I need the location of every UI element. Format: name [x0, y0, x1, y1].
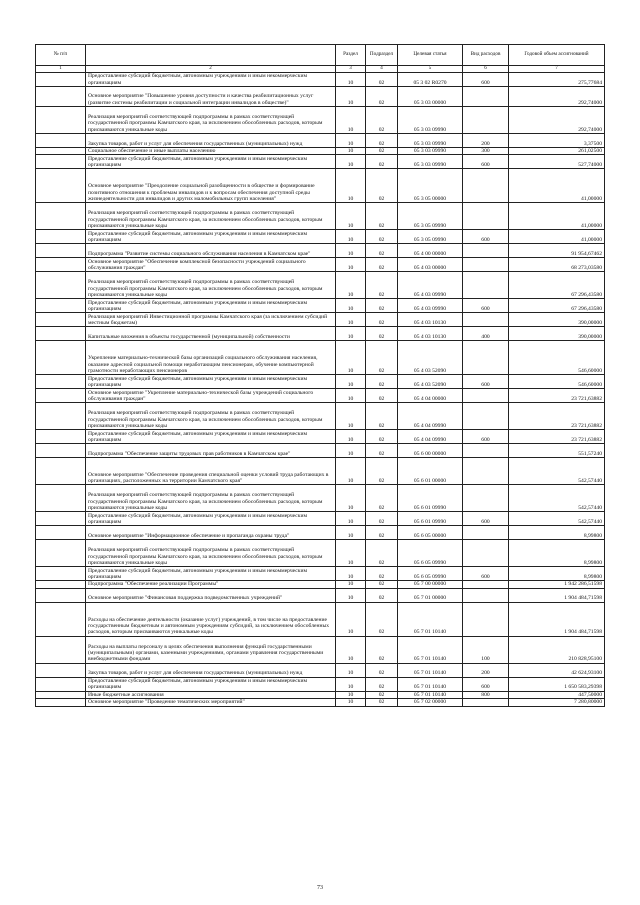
row-podrazdel: 02 — [366, 389, 398, 403]
row-number — [36, 540, 86, 567]
table-row — [36, 581, 605, 588]
row-amount: 7 280,80000 — [509, 699, 605, 706]
table-row — [36, 663, 605, 677]
row-vid — [463, 87, 509, 107]
row-statya: 05 7 01 10140 — [398, 663, 463, 677]
table-row — [36, 272, 605, 299]
row-razdel: 10 — [336, 602, 366, 636]
row-podrazdel: 02 — [366, 375, 398, 389]
row-number — [36, 244, 86, 258]
row-vid — [463, 602, 509, 636]
row-number — [36, 430, 86, 444]
row-amount: 23 721,63882 — [509, 389, 605, 403]
page-number: 73 — [317, 885, 323, 891]
row-number — [36, 458, 86, 485]
row-number — [36, 87, 86, 107]
header-statya: Целевая статья — [398, 45, 463, 66]
row-vid: 600 — [463, 512, 509, 526]
row-name: Реализация мероприятий Инвестиционной программы Камчатского края (за исключением субсидий местным бюджетам) — [86, 313, 336, 327]
row-name: Основное мероприятие "Повышение уровня доступности и качества реабилитационных услуг (развитие системы реабилитации и социальной интеграции инвалидов в обществе)" — [86, 87, 336, 107]
column-number: 3 — [336, 66, 366, 73]
row-razdel: 10 — [336, 389, 366, 403]
row-podrazdel: 02 — [366, 87, 398, 107]
row-statya: 05 7 02 00000 — [398, 699, 463, 706]
row-vid — [463, 581, 509, 588]
row-amount: 67 296,43580 — [509, 272, 605, 299]
row-vid: 600 — [463, 73, 509, 87]
row-razdel: 10 — [336, 430, 366, 444]
row-vid: 600 — [463, 677, 509, 691]
row-vid — [463, 403, 509, 430]
table-row — [36, 636, 605, 663]
row-razdel: 10 — [336, 244, 366, 258]
row-statya: 05 7 01 10140 — [398, 602, 463, 636]
row-razdel: 10 — [336, 567, 366, 581]
row-name: Предоставление субсидий бюджетным, автономным учреждениям и иным некоммерческим организациям — [86, 230, 336, 244]
row-statya: 05 3 03 09990 — [398, 148, 463, 155]
row-amount: 41,00000 — [509, 203, 605, 230]
row-podrazdel: 02 — [366, 134, 398, 148]
row-razdel: 10 — [336, 588, 366, 602]
table-row — [36, 430, 605, 444]
table-row — [36, 567, 605, 581]
row-number — [36, 677, 86, 691]
row-name: Предоставление субсидий бюджетным, автономным учреждениям и иным некоммерческим организациям — [86, 567, 336, 581]
row-razdel: 10 — [336, 134, 366, 148]
column-number: 5 — [398, 66, 463, 73]
row-statya: 05 4 03 09990 — [398, 299, 463, 313]
row-number — [36, 148, 86, 155]
row-amount: 41,00000 — [509, 169, 605, 203]
row-statya: 05 3 05 09990 — [398, 203, 463, 230]
row-number — [36, 663, 86, 677]
row-name: Предоставление субсидий бюджетным, автономным учреждениям и иным некоммерческим организациям — [86, 430, 336, 444]
row-amount: 1 904 484,71598 — [509, 588, 605, 602]
row-amount: 551,57240 — [509, 444, 605, 458]
column-number: 1 — [36, 66, 86, 73]
row-podrazdel: 02 — [366, 327, 398, 341]
table-row — [36, 169, 605, 203]
row-statya: 05 3 05 09990 — [398, 230, 463, 244]
row-vid — [463, 485, 509, 512]
row-podrazdel: 02 — [366, 299, 398, 313]
row-podrazdel: 02 — [366, 512, 398, 526]
row-razdel: 10 — [336, 540, 366, 567]
table-row — [36, 134, 605, 148]
column-number: 4 — [366, 66, 398, 73]
row-podrazdel: 02 — [366, 677, 398, 691]
row-statya: 05 7 00 00000 — [398, 581, 463, 588]
row-podrazdel: 02 — [366, 230, 398, 244]
row-vid: 600 — [463, 375, 509, 389]
column-number: 2 — [86, 66, 336, 73]
row-amount: 68 273,03580 — [509, 258, 605, 272]
row-podrazdel: 02 — [366, 485, 398, 512]
row-name: Закупка товаров, работ и услуг для обеспечения государственных (муниципальных) нужд — [86, 663, 336, 677]
row-vid: 200 — [463, 134, 509, 148]
row-name: Предоставление субсидий бюджетным, автономным учреждениям и иным некоммерческим организациям — [86, 155, 336, 169]
row-amount: 67 296,43580 — [509, 299, 605, 313]
row-podrazdel: 02 — [366, 272, 398, 299]
row-razdel: 10 — [336, 272, 366, 299]
row-name: Основное мероприятие "Проведение тематических мероприятий" — [86, 699, 336, 706]
row-vid: 100 — [463, 636, 509, 663]
row-amount: 8,99800 — [509, 540, 605, 567]
row-statya: 05 7 01 10140 — [398, 691, 463, 698]
row-name: Предоставление субсидий бюджетным, автономным учреждениям и иным некоммерческим организациям — [86, 677, 336, 691]
row-number — [36, 602, 86, 636]
row-number — [36, 169, 86, 203]
budget-table — [35, 44, 605, 707]
row-statya: 05 3 03 09990 — [398, 107, 463, 134]
row-statya: 05 7 01 10140 — [398, 636, 463, 663]
row-amount: 1 942 286,51598 — [509, 581, 605, 588]
table-row — [36, 588, 605, 602]
row-podrazdel: 02 — [366, 540, 398, 567]
row-name: Основное мероприятие "Укрепление материально-технической базы учреждений социального обслуживания граждан" — [86, 389, 336, 403]
row-podrazdel: 02 — [366, 148, 398, 155]
row-razdel: 10 — [336, 107, 366, 134]
row-amount: 3,37500 — [509, 134, 605, 148]
row-statya: 05 4 03 09990 — [398, 272, 463, 299]
table-row — [36, 73, 605, 87]
table-row — [36, 403, 605, 430]
row-name: Реализация мероприятий соответствующей подпрограммы в рамках соответствующей государственной программы Камчатского края, за исключением обособленных расходов, которым присваиваются уникальные коды — [86, 272, 336, 299]
row-statya: 05 4 04 09990 — [398, 403, 463, 430]
row-number — [36, 699, 86, 706]
table-row — [36, 107, 605, 134]
row-name: Подпрограмма "Обеспечение реализации Программы" — [86, 581, 336, 588]
row-razdel: 10 — [336, 313, 366, 327]
row-name: Закупка товаров, работ и услуг для обеспечения государственных (муниципальных) нужд — [86, 134, 336, 148]
row-amount: 41,00000 — [509, 230, 605, 244]
row-name: Предоставление субсидий бюджетным, автономным учреждениям и иным некоммерческим организациям — [86, 299, 336, 313]
table-row — [36, 512, 605, 526]
row-statya: 05 7 01 00000 — [398, 588, 463, 602]
row-razdel: 10 — [336, 677, 366, 691]
row-statya: 05 6 01 09990 — [398, 512, 463, 526]
row-vid: 600 — [463, 155, 509, 169]
row-name: Реализация мероприятий соответствующей подпрограммы в рамках соответствующей государственной программы Камчатского края, за исключением обособленных расходов, которым присваиваются уникальные коды — [86, 107, 336, 134]
row-number — [36, 389, 86, 403]
row-name: Реализация мероприятий соответствующей подпрограммы в рамках соответствующей государственной программы Камчатского края, за исключением обособленных расходов, которым присваиваются уникальные коды — [86, 540, 336, 567]
row-name: Расходы на обеспечение деятельности (оказание услуг) учреждений, в том числе на предоставление государственным бюджетным и автономным учреждениям субсидий, за исключением обособленных расходов, которым присваиваются уникальные коды — [86, 602, 336, 636]
table-row — [36, 526, 605, 540]
row-podrazdel: 02 — [366, 458, 398, 485]
row-razdel: 10 — [336, 148, 366, 155]
row-number — [36, 512, 86, 526]
row-vid — [463, 107, 509, 134]
row-number — [36, 581, 86, 588]
row-razdel: 10 — [336, 258, 366, 272]
table-row — [36, 155, 605, 169]
row-amount: 292,74000 — [509, 87, 605, 107]
table-row — [36, 699, 605, 706]
row-name: Основное мероприятие "Обеспечение проведения специальной оценки условий труда работающих в организациях, расположенных на территории Камчатского края" — [86, 458, 336, 485]
table-row — [36, 87, 605, 107]
row-number — [36, 588, 86, 602]
row-vid: 600 — [463, 230, 509, 244]
row-razdel: 10 — [336, 203, 366, 230]
row-vid — [463, 341, 509, 375]
table-row — [36, 677, 605, 691]
row-amount: 1 904 484,71598 — [509, 602, 605, 636]
row-razdel: 10 — [336, 341, 366, 375]
row-vid — [463, 699, 509, 706]
table-header-row — [36, 45, 605, 66]
row-amount: 261,02500 — [509, 148, 605, 155]
header-vid: Вид расходов — [463, 45, 509, 66]
row-name: Основное мероприятие "Преодоление социальной разобщенности в обществе и формирование позитивного отношения к проблемам инвалидов и к вопросам обеспечения доступной среды жизнедеятельности для инвалидов и других маломобильных групп населения" — [86, 169, 336, 203]
row-amount: 91 954,67462 — [509, 244, 605, 258]
row-amount: 8,99800 — [509, 567, 605, 581]
row-name: Подпрограмма "Обеспечение защиты трудовых прав работников в Камчатском крае" — [86, 444, 336, 458]
row-statya: 05 4 00 00000 — [398, 244, 463, 258]
row-amount: 8,99800 — [509, 526, 605, 540]
row-amount: 1 650 583,29398 — [509, 677, 605, 691]
row-name: Расходы на выплаты персоналу в целях обеспечения выполнения функций государственными (муниципальными) органами, казенными учреждениями, органами управления государственными внебюджетными фондами — [86, 636, 336, 663]
row-podrazdel: 02 — [366, 691, 398, 698]
row-podrazdel: 02 — [366, 107, 398, 134]
row-number — [36, 203, 86, 230]
table-row — [36, 458, 605, 485]
row-name: Предоставление субсидий бюджетным, автономным учреждениям и иным некоммерческим организациям — [86, 73, 336, 87]
row-name: Предоставление субсидий бюджетным, автономным учреждениям и иным некоммерческим организациям — [86, 375, 336, 389]
row-podrazdel: 02 — [366, 581, 398, 588]
row-name: Предоставление субсидий бюджетным, автономным учреждениям и иным некоммерческим организациям — [86, 512, 336, 526]
row-number — [36, 403, 86, 430]
row-statya: 05 3 02 R0270 — [398, 73, 463, 87]
row-vid: 300 — [463, 148, 509, 155]
row-statya: 05 6 05 00000 — [398, 526, 463, 540]
table-row — [36, 327, 605, 341]
row-razdel: 10 — [336, 73, 366, 87]
row-razdel: 10 — [336, 691, 366, 698]
row-razdel: 10 — [336, 699, 366, 706]
row-podrazdel: 02 — [366, 203, 398, 230]
row-razdel: 10 — [336, 230, 366, 244]
table-row — [36, 313, 605, 327]
row-statya: 05 4 04 00000 — [398, 389, 463, 403]
row-name: Реализация мероприятий соответствующей подпрограммы в рамках соответствующей государственной программы Камчатского края, за исключением обособленных расходов, которым присваиваются уникальные коды — [86, 203, 336, 230]
row-podrazdel: 02 — [366, 636, 398, 663]
row-podrazdel: 02 — [366, 567, 398, 581]
row-statya: 05 6 05 09990 — [398, 540, 463, 567]
row-number — [36, 258, 86, 272]
row-amount: 292,74000 — [509, 107, 605, 134]
row-razdel: 10 — [336, 375, 366, 389]
row-vid: 400 — [463, 327, 509, 341]
row-amount: 546,60000 — [509, 375, 605, 389]
row-statya: 05 4 03 52090 — [398, 375, 463, 389]
row-vid — [463, 458, 509, 485]
header-amount: Годовой объем ассигнований — [509, 45, 605, 66]
row-razdel: 10 — [336, 155, 366, 169]
row-vid: 600 — [463, 299, 509, 313]
row-number — [36, 155, 86, 169]
row-podrazdel: 02 — [366, 313, 398, 327]
row-number — [36, 444, 86, 458]
row-vid — [463, 203, 509, 230]
table-row — [36, 341, 605, 375]
row-podrazdel: 02 — [366, 403, 398, 430]
table-row — [36, 444, 605, 458]
row-razdel: 10 — [336, 403, 366, 430]
row-podrazdel: 02 — [366, 155, 398, 169]
row-podrazdel: 02 — [366, 526, 398, 540]
row-podrazdel: 02 — [366, 244, 398, 258]
table-body — [36, 73, 605, 707]
row-statya: 05 6 01 00000 — [398, 458, 463, 485]
row-statya: 05 4 03 00000 — [398, 258, 463, 272]
row-amount: 390,00000 — [509, 313, 605, 327]
table-row — [36, 389, 605, 403]
row-razdel: 10 — [336, 581, 366, 588]
row-number — [36, 107, 86, 134]
header-razdel: Раздел — [336, 45, 366, 66]
table-row — [36, 203, 605, 230]
row-vid — [463, 244, 509, 258]
row-razdel: 10 — [336, 87, 366, 107]
table-row — [36, 258, 605, 272]
row-razdel: 10 — [336, 444, 366, 458]
table-row — [36, 299, 605, 313]
row-vid — [463, 588, 509, 602]
row-amount: 23 721,63882 — [509, 430, 605, 444]
row-number — [36, 526, 86, 540]
row-amount: 542,57440 — [509, 485, 605, 512]
table-row — [36, 602, 605, 636]
row-podrazdel: 02 — [366, 602, 398, 636]
table-row — [36, 375, 605, 389]
row-number — [36, 272, 86, 299]
row-name: Реализация мероприятий соответствующей подпрограммы в рамках соответствующей государственной программы Камчатского края, за исключением обособленных расходов, которым присваиваются уникальные коды — [86, 403, 336, 430]
row-vid: 600 — [463, 430, 509, 444]
row-statya: 05 4 03 52090 — [398, 341, 463, 375]
column-number: 7 — [509, 66, 605, 73]
row-number — [36, 341, 86, 375]
row-amount: 23 721,63882 — [509, 403, 605, 430]
row-razdel: 10 — [336, 485, 366, 512]
row-name: Реализация мероприятий соответствующей подпрограммы в рамках соответствующей государственной программы Камчатского края, за исключением обособленных расходов, которым присваиваются уникальные коды — [86, 485, 336, 512]
row-statya: 05 4 03 10130 — [398, 327, 463, 341]
row-amount: 542,57440 — [509, 458, 605, 485]
row-amount: 527,74000 — [509, 155, 605, 169]
row-vid: 600 — [463, 567, 509, 581]
header-name — [86, 45, 336, 66]
row-vid — [463, 272, 509, 299]
row-name: Капитальные вложения в объекты государственной (муниципальной) собственности — [86, 327, 336, 341]
row-number — [36, 134, 86, 148]
row-name: Иные бюджетные ассигнования — [86, 691, 336, 698]
row-statya: 05 3 03 09990 — [398, 134, 463, 148]
row-podrazdel: 02 — [366, 73, 398, 87]
row-name: Основное мероприятие "Финансовая поддержка подведомственных учреждений" — [86, 588, 336, 602]
table-row — [36, 485, 605, 512]
row-podrazdel: 02 — [366, 169, 398, 203]
row-razdel: 10 — [336, 663, 366, 677]
row-vid — [463, 444, 509, 458]
row-number — [36, 73, 86, 87]
row-number — [36, 230, 86, 244]
row-statya: 05 4 03 10130 — [398, 313, 463, 327]
table-row — [36, 691, 605, 698]
table-row — [36, 540, 605, 567]
column-number: 6 — [463, 66, 509, 73]
row-vid — [463, 526, 509, 540]
row-vid — [463, 389, 509, 403]
row-number — [36, 485, 86, 512]
row-vid — [463, 258, 509, 272]
row-statya: 05 3 03 09990 — [398, 155, 463, 169]
row-razdel: 10 — [336, 512, 366, 526]
row-number — [36, 327, 86, 341]
table-row — [36, 148, 605, 155]
row-amount: 546,60000 — [509, 341, 605, 375]
row-statya: 05 6 05 09990 — [398, 567, 463, 581]
row-statya: 05 4 04 09990 — [398, 430, 463, 444]
row-vid — [463, 313, 509, 327]
row-podrazdel: 02 — [366, 444, 398, 458]
row-statya: 05 6 01 09990 — [398, 485, 463, 512]
row-podrazdel: 02 — [366, 699, 398, 706]
row-vid — [463, 540, 509, 567]
row-vid: 800 — [463, 691, 509, 698]
row-name: Основное мероприятие "Информационное обеспечение и пропаганда охраны труда" — [86, 526, 336, 540]
row-vid: 200 — [463, 663, 509, 677]
row-amount: 447,50000 — [509, 691, 605, 698]
row-podrazdel: 02 — [366, 258, 398, 272]
row-razdel: 10 — [336, 636, 366, 663]
row-amount: 390,00000 — [509, 327, 605, 341]
row-number — [36, 299, 86, 313]
row-name: Социальное обеспечение и иные выплаты населению — [86, 148, 336, 155]
row-number — [36, 313, 86, 327]
header-number: № п/п — [36, 45, 86, 66]
column-number-row — [36, 66, 605, 73]
row-podrazdel: 02 — [366, 341, 398, 375]
row-number — [36, 567, 86, 581]
table-row — [36, 230, 605, 244]
row-amount: 42 624,93100 — [509, 663, 605, 677]
row-vid — [463, 169, 509, 203]
row-podrazdel: 02 — [366, 430, 398, 444]
row-number — [36, 691, 86, 698]
row-name: Основное мероприятие "Обеспечение комплексной безопасности учреждений социального обслуживания граждан" — [86, 258, 336, 272]
row-razdel: 10 — [336, 458, 366, 485]
row-podrazdel: 02 — [366, 663, 398, 677]
row-number — [36, 375, 86, 389]
table-row — [36, 244, 605, 258]
header-podrazdel: Подраздел — [366, 45, 398, 66]
row-amount: 542,57440 — [509, 512, 605, 526]
row-razdel: 10 — [336, 327, 366, 341]
row-statya: 05 7 01 10140 — [398, 677, 463, 691]
row-amount: 275,77684 — [509, 73, 605, 87]
row-name: Укрепление материально-технической базы организаций социального обслуживания населения, оказание адресной социальной помощи неработающим пенсионерам, обучение компьютерной грамотности неработающих пенсионеров — [86, 341, 336, 375]
row-name: Подпрограмма "Развитие системы социального обслуживания населения в Камчатском крае" — [86, 244, 336, 258]
row-statya: 05 3 03 00000 — [398, 87, 463, 107]
row-razdel: 10 — [336, 526, 366, 540]
row-statya: 05 6 00 00000 — [398, 444, 463, 458]
row-amount: 210 828,95100 — [509, 636, 605, 663]
row-razdel: 10 — [336, 299, 366, 313]
row-statya: 05 3 05 00000 — [398, 169, 463, 203]
row-number — [36, 636, 86, 663]
row-razdel: 10 — [336, 169, 366, 203]
row-podrazdel: 02 — [366, 588, 398, 602]
